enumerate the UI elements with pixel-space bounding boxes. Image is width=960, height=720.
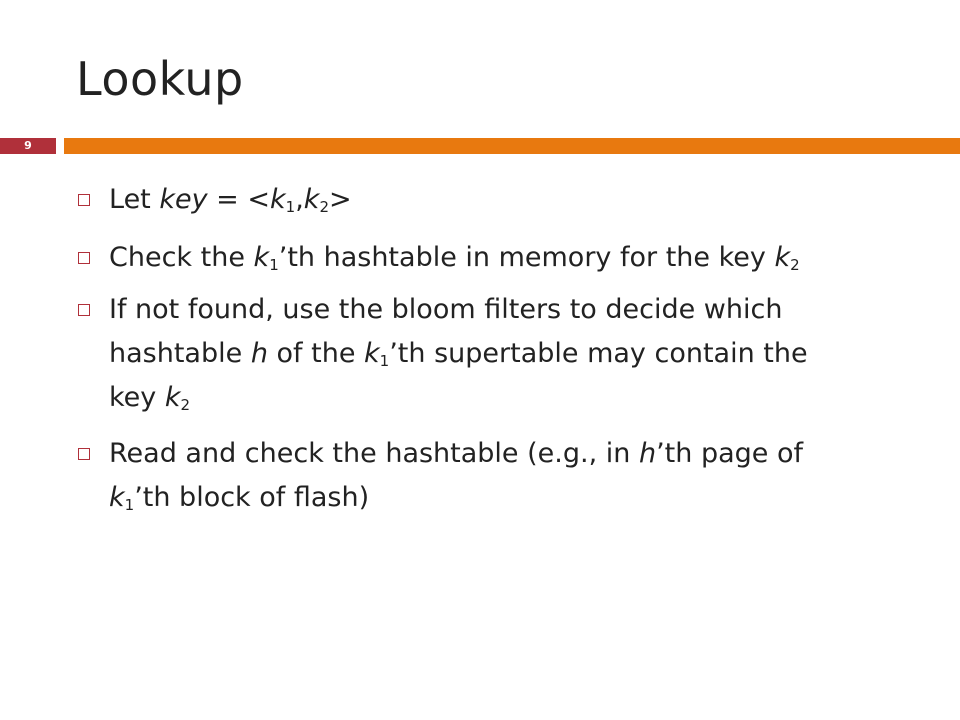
square-bullet-icon bbox=[78, 194, 90, 206]
bullet-text-segment: h bbox=[250, 338, 268, 369]
bullet-text-segment: Read and check the hashtable (e.g., in bbox=[109, 438, 639, 469]
bullet-text bbox=[109, 236, 800, 280]
bullet-text bbox=[109, 432, 803, 520]
bullet-text-line bbox=[109, 476, 803, 520]
bullet-text-segment: 1 bbox=[269, 256, 279, 274]
bullet-text-segment: ’th page of bbox=[656, 438, 803, 469]
square-bullet-icon bbox=[78, 304, 90, 316]
bullet-text-segment: k bbox=[774, 242, 791, 273]
header-accent-bar bbox=[64, 138, 960, 154]
bullet-text-segment: ’th block of flash) bbox=[134, 482, 370, 513]
bullet-text-segment: If not found, use the bloom filters to decide which bbox=[109, 294, 783, 325]
bullet-text-segment: 2 bbox=[180, 396, 191, 414]
bullet-text-segment: 1 bbox=[379, 352, 390, 370]
bullet-text-segment: 2 bbox=[319, 198, 329, 216]
bullet-text bbox=[109, 178, 352, 222]
square-bullet-icon bbox=[78, 252, 90, 264]
bullet-text-segment: k bbox=[253, 242, 270, 273]
slide-title: Lookup bbox=[76, 52, 244, 106]
bullet-text-segment: key bbox=[109, 382, 165, 413]
bullet-text-segment: k bbox=[270, 184, 286, 215]
bullet-text-line bbox=[109, 332, 808, 376]
bullet-text-line bbox=[109, 432, 803, 476]
square-bullet-icon bbox=[78, 448, 90, 460]
bullet-text-segment: = < bbox=[207, 184, 271, 215]
bullet-text-segment: , bbox=[295, 184, 304, 215]
slide-number: 9 bbox=[24, 139, 32, 152]
bullet-text-segment: > bbox=[328, 184, 352, 215]
bullet-text-segment: 1 bbox=[285, 198, 296, 216]
bullet-text-segment: 2 bbox=[790, 256, 800, 274]
bullet-text-line bbox=[109, 376, 808, 420]
bullet-text-segment: of the bbox=[267, 338, 365, 369]
bullet-text-segment: h bbox=[638, 438, 657, 469]
bullet-text bbox=[109, 288, 808, 420]
bullet-text-segment: Let bbox=[109, 184, 160, 215]
bullet-text-segment: ’th supertable may contain the bbox=[389, 338, 808, 369]
bullet-text-line bbox=[109, 288, 808, 332]
bullet-text-segment: key bbox=[159, 184, 208, 215]
bullet-text-segment: k bbox=[303, 184, 320, 215]
bullet-text-segment: k bbox=[109, 482, 125, 513]
bullet-text-segment: Check the bbox=[109, 242, 254, 273]
bullet-text-segment: k bbox=[164, 382, 181, 413]
bullet-text-segment: ’th hashtable in memory for the key bbox=[278, 242, 775, 273]
bullet-text-segment: k bbox=[364, 338, 380, 369]
bullet-text-segment: 1 bbox=[124, 496, 135, 514]
bullet-text-segment: hashtable bbox=[109, 338, 251, 369]
